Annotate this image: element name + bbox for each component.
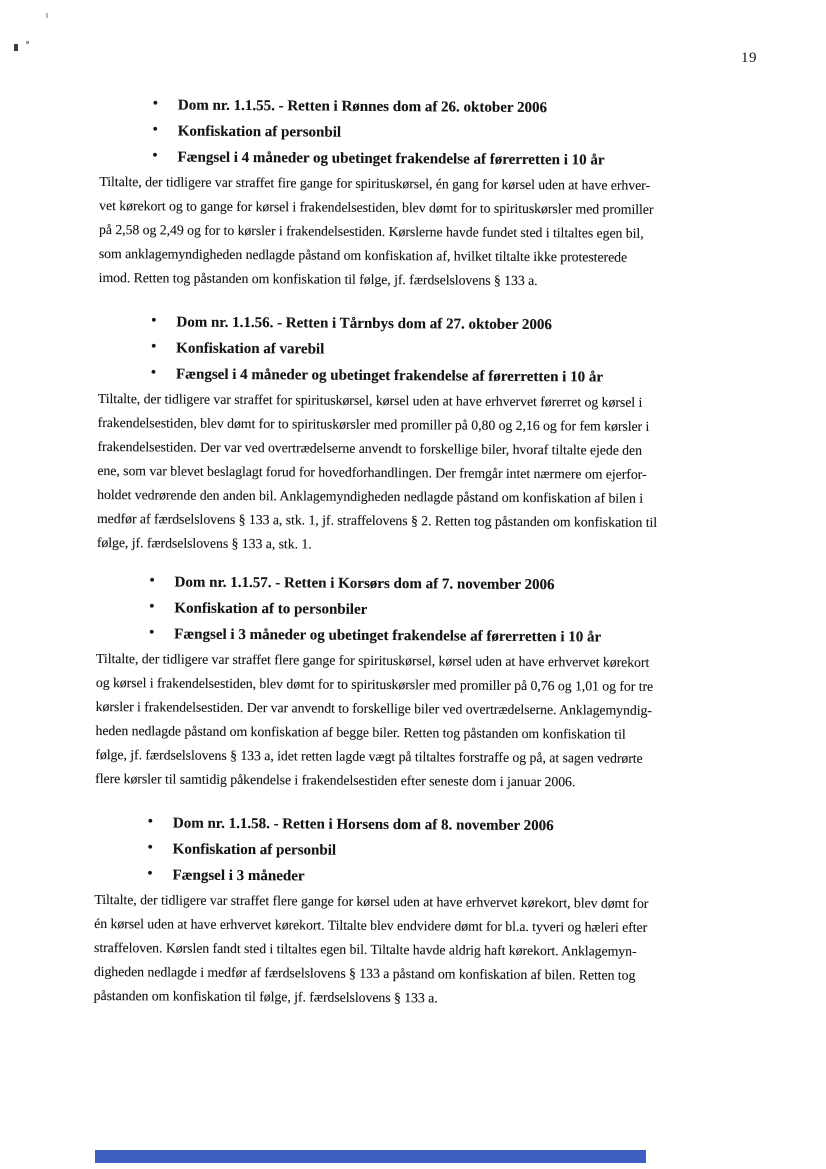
bullet-icon: • [152, 96, 158, 112]
bullet-icon: • [152, 148, 158, 164]
body-line: og kørsel i frakendelsestiden, blev dømt for to spirituskørsler med promiller på 0,76 og 1,01 og for tre [95, 674, 654, 694]
bullet-icon: • [147, 840, 153, 856]
body-line: påstanden om konfiskation til følge, jf. færdselslovens § 133 a. [93, 987, 438, 1006]
body-line: følge, jf. færdselslovens § 133 a, idet retten lagde vægt på tiltaltes forstraffe og på, at sagen vedrørte [95, 746, 643, 766]
body-line: vet kørekort og to gange for kørsel i frakendelsestiden, blev dømt for to spirituskørsler med promiller [99, 197, 654, 217]
bullet-icon: • [152, 122, 158, 138]
body-line: medfør af færdselslovens § 133 a, stk. 1, jf. straffelovens § 2. Retten tog påstanden om konfiskation til [96, 510, 658, 530]
body-line: Tiltalte, der tidligere var straffet fire gange for spirituskørsel, én gang for kørsel uden at have erhver- [99, 173, 651, 193]
body-line: på 2,58 og 2,49 og for to kørsler i frakendelsestiden. Kørslerne havde fundet sted i tiltaltes egen bil, [98, 221, 644, 241]
body-line: ene, som var blevet beslaglagt forud for hovedforhandlingen. Der fremgår intet nærmere om ejerfor- [97, 462, 647, 482]
body-line: digheden nedlagde i medfør af færdselslovens § 133 a påstand om konfiskation af bilen. Retten tog [93, 963, 636, 983]
bullet-label: Dom nr. 1.1.55. - Retten i Rønnes dom af 26. oktober 2006 [177, 97, 548, 117]
document-content [94, 92, 764, 1013]
bullet-label: Fængsel i 4 måneder og ubetinget frakendelse af førerretten i 10 år [175, 366, 604, 386]
body-paragraph [95, 647, 760, 796]
body-line: heden nedlagde påstand om konfiskation af begge biler. Retten tog påstanden om konfiskation til [95, 722, 626, 742]
body-line: frakendelsestiden, blev dømt for to spirituskørsler med promiller på 0,80 og 2,16 og for fem kørsler i [97, 414, 650, 434]
body-line: én kørsel uden at have erhvervet kørekort. Tiltalte blev endvidere dømt for bl.a. tyveri og hæleri efter [94, 915, 648, 935]
bullet-label: Dom nr. 1.1.58. - Retten i Horsens dom af 8. november 2006 [172, 815, 554, 835]
bullet-item [98, 361, 762, 392]
bullet-item [94, 862, 758, 893]
judgment-section [97, 309, 763, 560]
scan-speck [14, 44, 18, 51]
bullet-icon: • [149, 625, 155, 641]
body-line: frakendelsestiden. Der var ved overtrædelserne anvendt to forskellige biler, hvoraf tiltalte ejede den [97, 438, 643, 458]
bullet-label: Fængsel i 3 måneder og ubetinget frakendelse af førerretten i 10 år [174, 626, 602, 646]
page-number: 19 [741, 50, 757, 66]
scan-speck [26, 41, 29, 44]
body-line: straffeloven. Kørslen fandt sted i tiltaltes egen bil. Tiltalte havde aldrig haft kørekort. Anklagemyn- [93, 939, 637, 959]
body-paragraph [94, 888, 759, 1013]
body-line: som anklagemyndigheden nedlagde påstand om konfiskation af, hvilket tiltalte ikke protesterede [98, 245, 628, 265]
body-line: kørsler i frakendelsestiden. Der var anvendt to forskellige biler ved overtrædelserne. Anklagemyndig- [95, 698, 652, 718]
judgment-section [94, 810, 759, 1013]
bullet-icon: • [151, 313, 157, 329]
body-line: Tiltalte, der tidligere var straffet flere gange for kørsel uden at have erhvervet kørekort, blev dømt for [94, 891, 649, 911]
body-line: følge, jf. færdselslovens § 133 a, stk. 1. [96, 534, 312, 552]
bullet-label: Fængsel i 4 måneder og ubetinget frakendelse af førerretten i 10 år [177, 149, 605, 169]
body-paragraph [99, 170, 764, 295]
body-paragraph [97, 387, 762, 560]
bullet-item [96, 621, 760, 652]
bullet-label: Konfiskation af personbil [177, 123, 342, 141]
bullet-icon: • [150, 365, 156, 381]
body-line: imod. Retten tog påstanden om konfiskation til følge, jf. færdselslovens § 133 a. [98, 269, 538, 289]
bullet-label: Konfiskation af to personbiler [174, 600, 368, 618]
body-line: flere kørsler til samtidig påkendelse i frakendelsestiden efter seneste dom i januar 2006. [95, 770, 576, 790]
body-line: Tiltalte, der tidligere var straffet flere gange for spirituskørsel, kørsel uden at have erhvervet kørekort [95, 650, 650, 670]
scan-speck [46, 13, 48, 18]
bullet-label: Konfiskation af personbil [172, 841, 337, 859]
bullet-item [99, 144, 763, 175]
bullet-icon: • [149, 573, 155, 589]
judgment-section [99, 92, 764, 295]
bullet-icon: • [149, 599, 155, 615]
bullet-label: Dom nr. 1.1.57. - Retten i Korsørs dom af 7. november 2006 [174, 574, 555, 594]
body-line: Tiltalte, der tidligere var straffet for spirituskørsel, kørsel uden at have erhvervet førerret og kørsel i [97, 390, 643, 410]
bullet-icon: • [151, 339, 157, 355]
bullet-label: Fængsel i 3 måneder [172, 867, 305, 885]
body-line: holdet vedrørende den anden bil. Anklagemyndigheden nedlagde påstand om konfiskation af bilen i [97, 486, 644, 506]
bullet-icon: • [147, 814, 153, 830]
bullet-label: Konfiskation af varebil [176, 340, 325, 358]
bullet-label: Dom nr. 1.1.56. - Retten i Tårnbys dom af 27. oktober 2006 [176, 314, 553, 334]
bullet-icon: • [147, 866, 153, 882]
bottom-highlight-bar [95, 1150, 646, 1163]
judgment-section [95, 569, 761, 796]
